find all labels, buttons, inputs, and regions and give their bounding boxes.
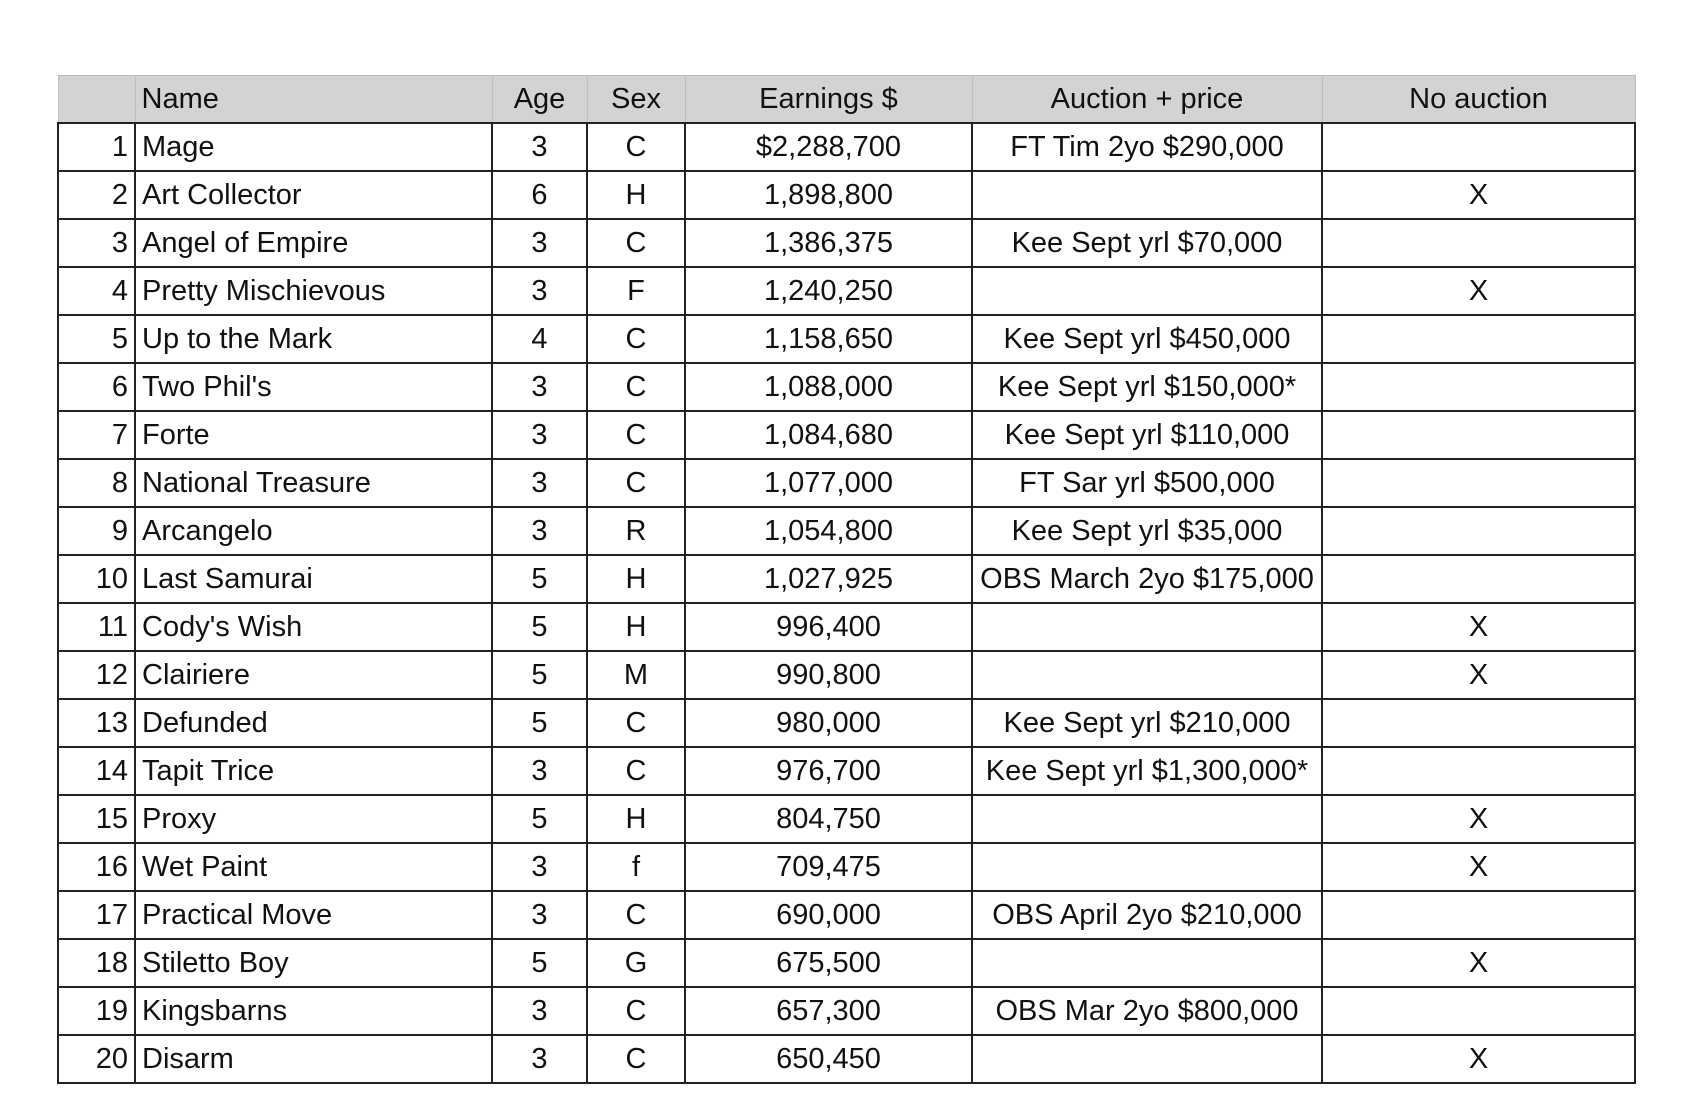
- cell-sex: C: [587, 1035, 685, 1083]
- cell-name: Cody's Wish: [135, 603, 492, 651]
- cell-no-auction: X: [1322, 171, 1635, 219]
- cell-rank: 19: [58, 987, 135, 1035]
- cell-age: 5: [492, 939, 587, 987]
- cell-age: 5: [492, 555, 587, 603]
- cell-age: 3: [492, 747, 587, 795]
- cell-sex: H: [587, 171, 685, 219]
- cell-sex: H: [587, 555, 685, 603]
- cell-auction-price: [972, 1035, 1322, 1083]
- cell-name: Two Phil's: [135, 363, 492, 411]
- cell-no-auction: X: [1322, 1035, 1635, 1083]
- cell-name: Proxy: [135, 795, 492, 843]
- cell-auction-price: Kee Sept yrl $210,000: [972, 699, 1322, 747]
- cell-age: 3: [492, 987, 587, 1035]
- cell-name: Art Collector: [135, 171, 492, 219]
- cell-rank: 2: [58, 171, 135, 219]
- cell-name: Clairiere: [135, 651, 492, 699]
- cell-earnings: 1,054,800: [685, 507, 972, 555]
- table-row: [58, 795, 1635, 843]
- cell-age: 4: [492, 315, 587, 363]
- cell-no-auction: [1322, 699, 1635, 747]
- cell-name: Defunded: [135, 699, 492, 747]
- cell-sex: H: [587, 795, 685, 843]
- header-name: Name: [135, 76, 492, 124]
- cell-age: 3: [492, 267, 587, 315]
- cell-sex: R: [587, 507, 685, 555]
- cell-name: Tapit Trice: [135, 747, 492, 795]
- cell-no-auction: [1322, 363, 1635, 411]
- table-row: [58, 651, 1635, 699]
- cell-auction-price: Kee Sept yrl $70,000: [972, 219, 1322, 267]
- cell-name: National Treasure: [135, 459, 492, 507]
- header-earnings: Earnings $: [685, 76, 972, 124]
- cell-no-auction: [1322, 219, 1635, 267]
- cell-rank: 4: [58, 267, 135, 315]
- table-row: [58, 891, 1635, 939]
- cell-age: 3: [492, 363, 587, 411]
- cell-auction-price: Kee Sept yrl $1,300,000*: [972, 747, 1322, 795]
- cell-name: Arcangelo: [135, 507, 492, 555]
- cell-no-auction: X: [1322, 267, 1635, 315]
- cell-rank: 10: [58, 555, 135, 603]
- table-row: [58, 747, 1635, 795]
- cell-earnings: 804,750: [685, 795, 972, 843]
- cell-earnings: 1,088,000: [685, 363, 972, 411]
- cell-auction-price: [972, 651, 1322, 699]
- cell-age: 5: [492, 603, 587, 651]
- cell-no-auction: [1322, 123, 1635, 171]
- cell-earnings: 709,475: [685, 843, 972, 891]
- table-row: [58, 1035, 1635, 1083]
- cell-age: 3: [492, 1035, 587, 1083]
- cell-age: 3: [492, 123, 587, 171]
- cell-name: Stiletto Boy: [135, 939, 492, 987]
- cell-no-auction: [1322, 987, 1635, 1035]
- cell-rank: 7: [58, 411, 135, 459]
- cell-sex: C: [587, 123, 685, 171]
- cell-name: Disarm: [135, 1035, 492, 1083]
- table-row: [58, 363, 1635, 411]
- cell-age: 3: [492, 219, 587, 267]
- cell-auction-price: [972, 795, 1322, 843]
- cell-earnings: 657,300: [685, 987, 972, 1035]
- cell-name: Wet Paint: [135, 843, 492, 891]
- cell-no-auction: X: [1322, 651, 1635, 699]
- cell-earnings: 980,000: [685, 699, 972, 747]
- cell-no-auction: [1322, 315, 1635, 363]
- cell-sex: C: [587, 363, 685, 411]
- header-auction-price: Auction + price: [972, 76, 1322, 124]
- cell-no-auction: [1322, 747, 1635, 795]
- cell-no-auction: X: [1322, 603, 1635, 651]
- cell-age: 3: [492, 891, 587, 939]
- header-rank: [58, 76, 135, 124]
- cell-auction-price: [972, 603, 1322, 651]
- table-row: [58, 411, 1635, 459]
- cell-sex: C: [587, 459, 685, 507]
- cell-no-auction: X: [1322, 939, 1635, 987]
- cell-rank: 20: [58, 1035, 135, 1083]
- cell-earnings: 976,700: [685, 747, 972, 795]
- cell-sex: G: [587, 939, 685, 987]
- cell-name: Last Samurai: [135, 555, 492, 603]
- cell-rank: 18: [58, 939, 135, 987]
- cell-age: 3: [492, 843, 587, 891]
- table-row: [58, 123, 1635, 171]
- cell-sex: C: [587, 315, 685, 363]
- cell-earnings: 1,027,925: [685, 555, 972, 603]
- cell-auction-price: FT Sar yrl $500,000: [972, 459, 1322, 507]
- cell-earnings: 1,077,000: [685, 459, 972, 507]
- header-row: [58, 76, 1635, 124]
- table-row: [58, 459, 1635, 507]
- cell-sex: C: [587, 219, 685, 267]
- cell-age: 3: [492, 411, 587, 459]
- table-row: [58, 603, 1635, 651]
- cell-sex: H: [587, 603, 685, 651]
- cell-name: Practical Move: [135, 891, 492, 939]
- cell-no-auction: X: [1322, 843, 1635, 891]
- cell-age: 5: [492, 699, 587, 747]
- cell-rank: 16: [58, 843, 135, 891]
- cell-auction-price: [972, 939, 1322, 987]
- cell-rank: 12: [58, 651, 135, 699]
- earnings-table: [57, 75, 1636, 1084]
- cell-name: Mage: [135, 123, 492, 171]
- cell-rank: 5: [58, 315, 135, 363]
- table-row: [58, 939, 1635, 987]
- cell-rank: 13: [58, 699, 135, 747]
- cell-earnings: 675,500: [685, 939, 972, 987]
- table-header: [58, 76, 1635, 124]
- cell-name: Kingsbarns: [135, 987, 492, 1035]
- table-row: [58, 267, 1635, 315]
- cell-auction-price: [972, 267, 1322, 315]
- table-row: [58, 507, 1635, 555]
- cell-no-auction: [1322, 507, 1635, 555]
- cell-name: Up to the Mark: [135, 315, 492, 363]
- cell-sex: C: [587, 411, 685, 459]
- cell-auction-price: Kee Sept yrl $150,000*: [972, 363, 1322, 411]
- cell-rank: 3: [58, 219, 135, 267]
- cell-sex: F: [587, 267, 685, 315]
- cell-name: Pretty Mischievous: [135, 267, 492, 315]
- table-row: [58, 555, 1635, 603]
- cell-sex: f: [587, 843, 685, 891]
- cell-no-auction: X: [1322, 795, 1635, 843]
- cell-age: 3: [492, 507, 587, 555]
- cell-rank: 14: [58, 747, 135, 795]
- cell-auction-price: OBS March 2yo $175,000: [972, 555, 1322, 603]
- cell-no-auction: [1322, 411, 1635, 459]
- cell-auction-price: Kee Sept yrl $450,000: [972, 315, 1322, 363]
- cell-rank: 15: [58, 795, 135, 843]
- cell-auction-price: Kee Sept yrl $35,000: [972, 507, 1322, 555]
- cell-rank: 6: [58, 363, 135, 411]
- table-body: [58, 123, 1635, 1083]
- cell-sex: C: [587, 891, 685, 939]
- cell-earnings: 996,400: [685, 603, 972, 651]
- table-row: [58, 843, 1635, 891]
- cell-auction-price: FT Tim 2yo $290,000: [972, 123, 1322, 171]
- cell-earnings: 1,084,680: [685, 411, 972, 459]
- table-row: [58, 699, 1635, 747]
- cell-sex: C: [587, 699, 685, 747]
- cell-age: 6: [492, 171, 587, 219]
- cell-auction-price: [972, 843, 1322, 891]
- header-age: Age: [492, 76, 587, 124]
- cell-earnings: 650,450: [685, 1035, 972, 1083]
- cell-rank: 8: [58, 459, 135, 507]
- cell-earnings: 1,158,650: [685, 315, 972, 363]
- cell-no-auction: [1322, 459, 1635, 507]
- cell-auction-price: [972, 171, 1322, 219]
- header-sex: Sex: [587, 76, 685, 124]
- cell-sex: C: [587, 747, 685, 795]
- table-row: [58, 171, 1635, 219]
- cell-earnings: 990,800: [685, 651, 972, 699]
- cell-rank: 1: [58, 123, 135, 171]
- cell-auction-price: OBS Mar 2yo $800,000: [972, 987, 1322, 1035]
- cell-rank: 17: [58, 891, 135, 939]
- cell-earnings: 1,386,375: [685, 219, 972, 267]
- cell-age: 3: [492, 459, 587, 507]
- cell-earnings: 1,240,250: [685, 267, 972, 315]
- cell-earnings: $2,288,700: [685, 123, 972, 171]
- header-no-auction: No auction: [1322, 76, 1635, 124]
- cell-age: 5: [492, 795, 587, 843]
- cell-name: Angel of Empire: [135, 219, 492, 267]
- cell-sex: M: [587, 651, 685, 699]
- cell-no-auction: [1322, 555, 1635, 603]
- cell-auction-price: OBS April 2yo $210,000: [972, 891, 1322, 939]
- table-row: [58, 219, 1635, 267]
- cell-no-auction: [1322, 891, 1635, 939]
- cell-auction-price: Kee Sept yrl $110,000: [972, 411, 1322, 459]
- cell-name: Forte: [135, 411, 492, 459]
- cell-rank: 11: [58, 603, 135, 651]
- cell-earnings: 690,000: [685, 891, 972, 939]
- cell-age: 5: [492, 651, 587, 699]
- cell-earnings: 1,898,800: [685, 171, 972, 219]
- cell-rank: 9: [58, 507, 135, 555]
- cell-sex: C: [587, 987, 685, 1035]
- table-row: [58, 987, 1635, 1035]
- table-row: [58, 315, 1635, 363]
